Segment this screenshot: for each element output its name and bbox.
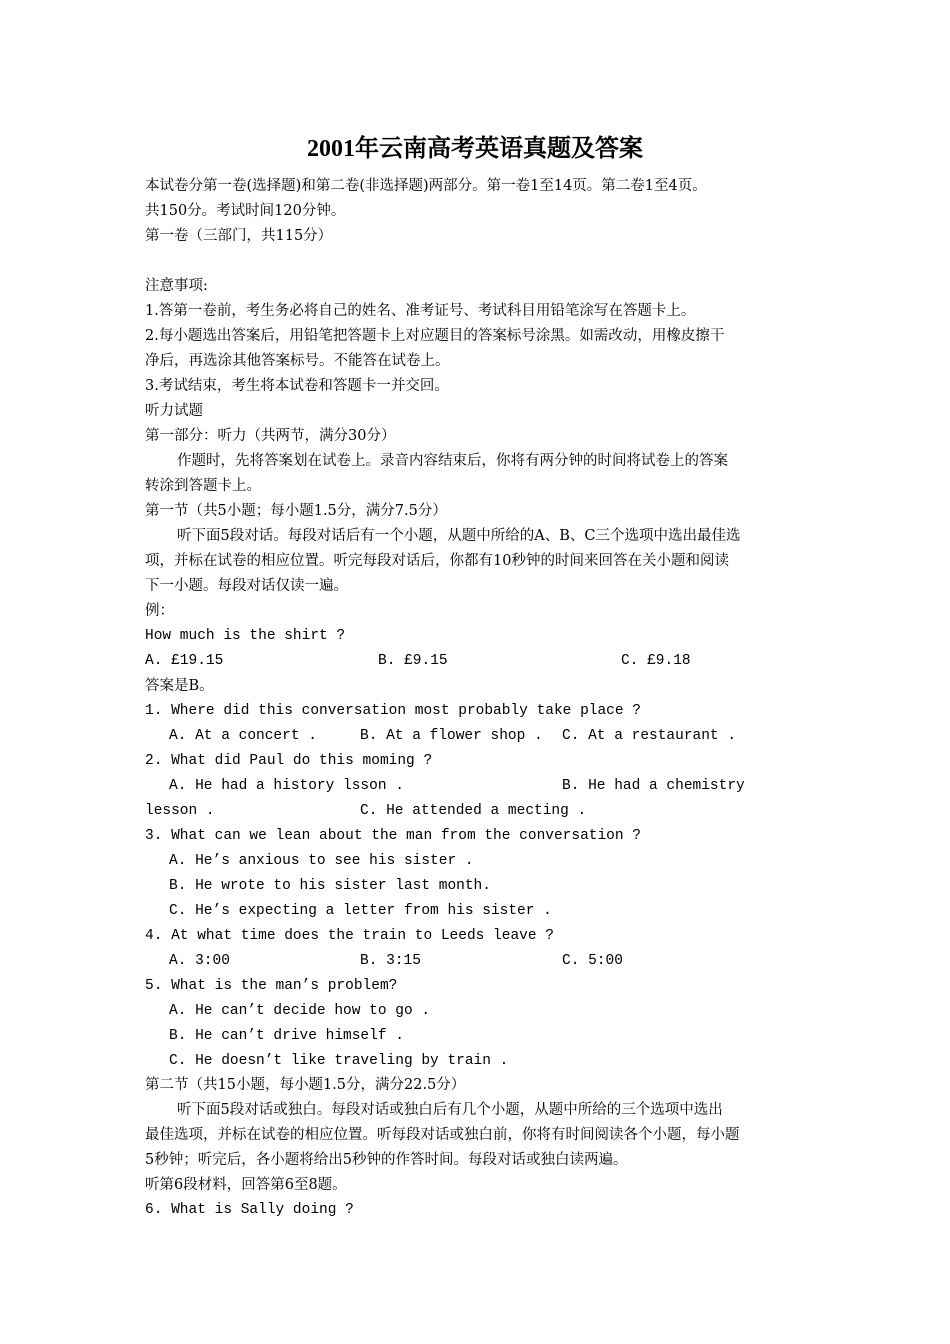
question-1-option-c: C. At a restaurant .	[562, 728, 737, 744]
section1-instruction: 听下面5段对话。每段对话后有一个小题，从题中所给的A、B、C三个选项中选出最佳选	[177, 528, 741, 544]
example-option-c: C. £9.18	[621, 653, 691, 669]
notice-item-2: 2.每小题选出答案后，用铅笔把答题卡上对应题目的答案标号涂黑。如需改动，用橡皮擦干	[145, 328, 725, 344]
intro-line-2: 共150分。考试时间120分钟。	[145, 203, 346, 219]
section2-instruction-cont-2: 5秒钟；听完后，各小题将给出5秒钟的作答时间。每段对话或独白读两遍。	[145, 1152, 628, 1168]
question-2: 2. What did Paul do this moming ?	[145, 753, 433, 769]
example-label: 例：	[145, 603, 174, 619]
section2-heading: 第二节（共15小题，每小题1.5分，满分22.5分）	[145, 1077, 466, 1093]
notice-item-2-cont: 净后，再选涂其他答案标号。不能答在试卷上。	[145, 353, 450, 369]
question-2-option-b-cont: lesson .	[145, 803, 215, 819]
question-4-option-c: C. 5:00	[562, 953, 623, 969]
section2-instruction-cont-1: 最佳选项，并标在试卷的相应位置。听每段对话或独白前，你将有时间阅读各个小题，每小题	[145, 1127, 740, 1143]
question-1-option-b: B. At a flower shop .	[360, 728, 543, 744]
question-2-option-a: A. He had a history lsson .	[169, 778, 404, 794]
section2-instruction: 听下面5段对话或独白。每段对话或独白后有几个小题，从题中所给的三个选项中选出	[177, 1102, 723, 1118]
section1-instruction-cont-2: 下一小题。每段对话仅读一遍。	[145, 578, 348, 594]
question-3-option-c: C. He’s expecting a letter from his sister .	[169, 903, 552, 919]
intro-line-3: 第一卷（三部门，共115分）	[145, 228, 333, 244]
section1-instruction-cont-1: 项，并标在试卷的相应位置。听完每段对话后，你都有10秒钟的时间来回答在关小题和阅读	[145, 553, 729, 569]
example-question: How much is the shirt ?	[145, 628, 346, 644]
question-3-option-b: B. He wrote to his sister last month.	[169, 878, 491, 894]
question-6: 6. What is Sally doing ?	[145, 1202, 354, 1218]
question-4: 4. At what time does the train to Leeds leave ?	[145, 928, 554, 944]
question-1: 1. Where did this conversation most probably take place ?	[145, 703, 641, 719]
example-option-b: B. £9.15	[378, 653, 448, 669]
notice-item-3: 3.考试结束，考生将本试卷和答题卡一并交回。	[145, 378, 449, 394]
notice-heading: 注意事项:	[145, 278, 208, 294]
question-4-option-b: B. 3:15	[360, 953, 421, 969]
question-3-option-a: A. He’s anxious to see his sister .	[169, 853, 474, 869]
question-2-option-c: C. He attended a mecting .	[360, 803, 587, 819]
question-5-option-a: A. He can’t decide how to go .	[169, 1003, 431, 1019]
question-5-option-b: B. He can’t drive himself .	[169, 1028, 404, 1044]
question-2-option-b: B. He had a chemistry	[562, 778, 745, 794]
question-5: 5. What is the man’s problem?	[145, 978, 398, 994]
example-answer: 答案是B。	[145, 678, 214, 694]
intro-line-1: 本试卷分第一卷(选择题)和第二卷(非选择题)两部分。第一卷1至14页。第二卷1至4页。	[145, 178, 707, 194]
material-6-heading: 听第6段材料，回答第6至8题。	[145, 1177, 347, 1193]
question-5-option-c: C. He doesn’t like traveling by train .	[169, 1053, 509, 1069]
part1-instruction: 作题时，先将答案划在试卷上。录音内容结束后，你将有两分钟的时间将试卷上的答案	[177, 453, 728, 469]
section1-heading: 第一节（共5小题；每小题1.5分，满分7.5分）	[145, 503, 447, 519]
question-3: 3. What can we lean about the man from the conversation ?	[145, 828, 641, 844]
listening-heading: 听力试题	[145, 403, 203, 419]
part1-heading: 第一部分：听力（共两节，满分30分）	[145, 428, 396, 444]
part1-instruction-cont: 转涂到答题卡上。	[145, 478, 261, 494]
question-1-option-a: A. At a concert .	[169, 728, 317, 744]
document-title: 2001年云南高考英语真题及答案	[307, 136, 643, 162]
question-4-option-a: A. 3:00	[169, 953, 230, 969]
example-option-a: A. £19.15	[145, 653, 224, 669]
notice-item-1: 1.答第一卷前，考生务必将自己的姓名、准考证号、考试科目用铅笔涂写在答题卡上。	[145, 303, 696, 319]
